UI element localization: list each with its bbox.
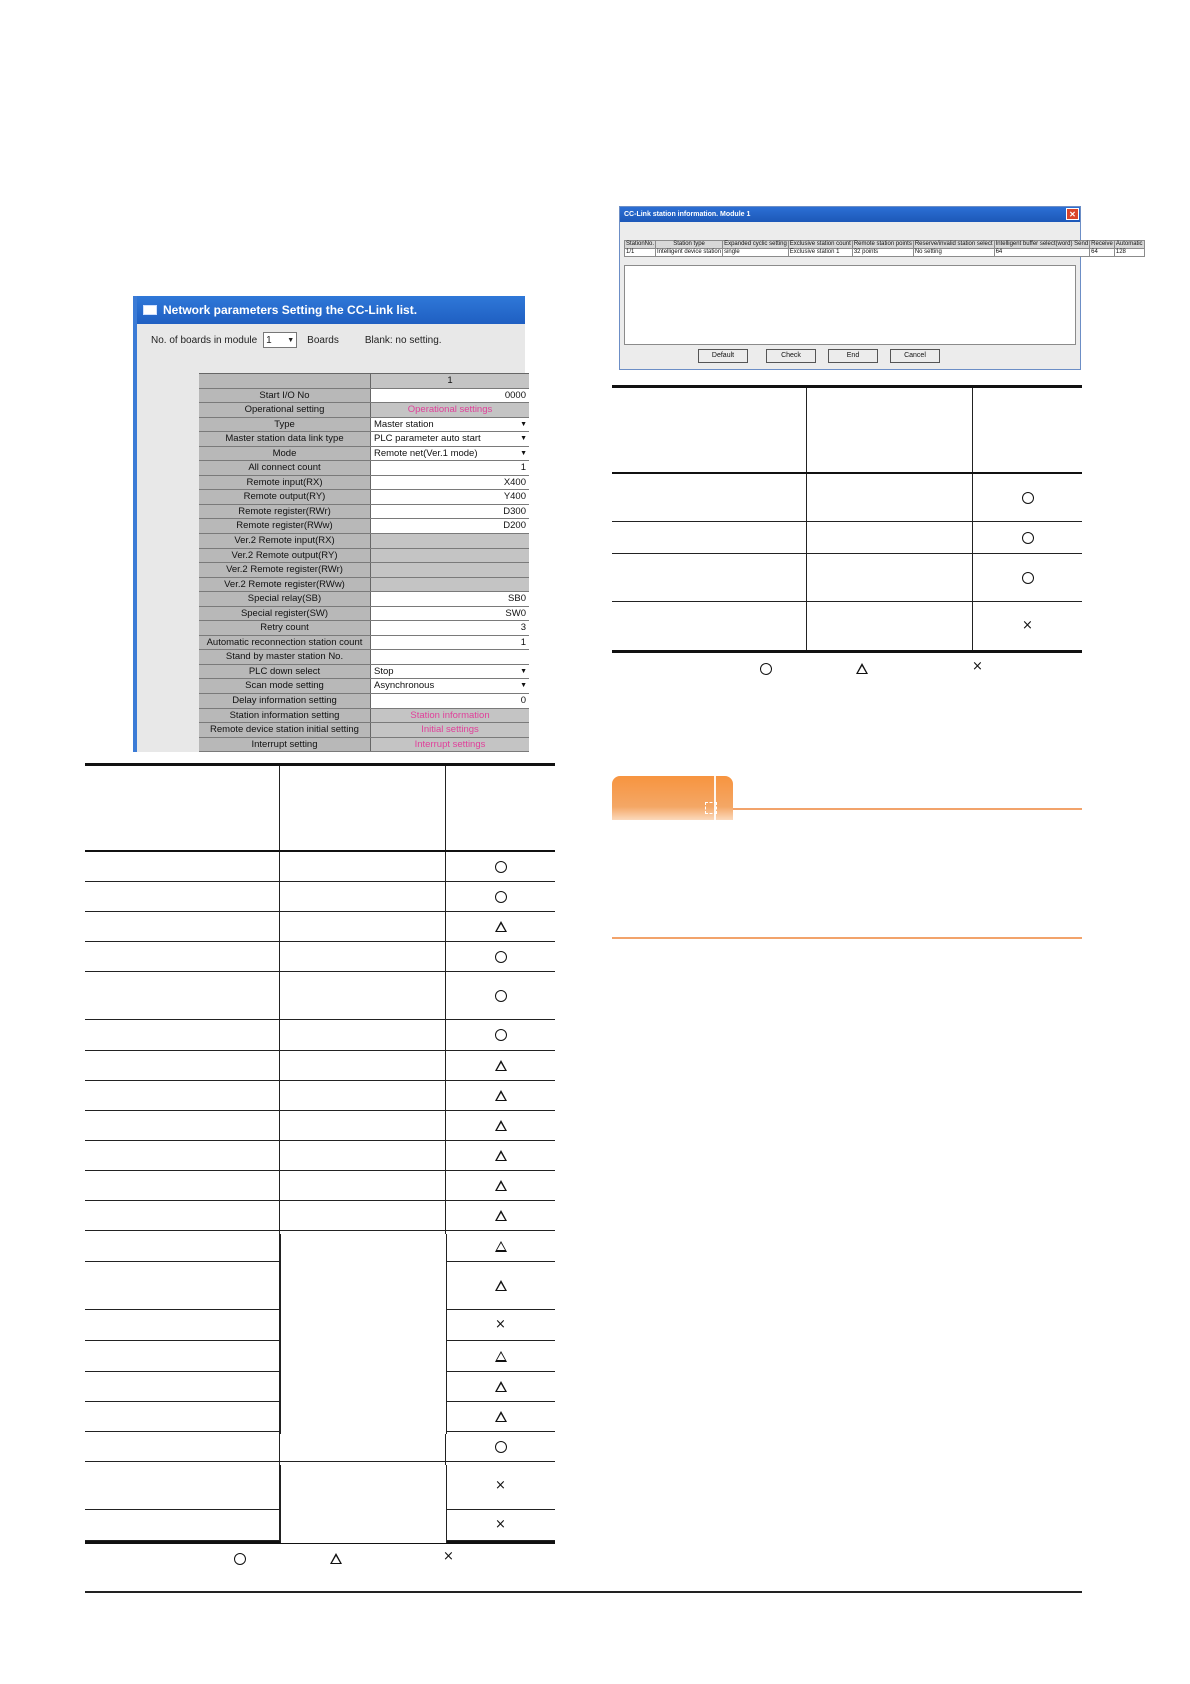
boards-label: No. of boards in module — [151, 334, 258, 346]
triangle-mark-icon — [495, 1381, 507, 1392]
settings-row-label: Ver.2 Remote register(RWr) — [199, 563, 371, 577]
settings-value-text: 1 — [520, 636, 526, 648]
table-cell — [612, 522, 807, 553]
settings-row — [199, 650, 529, 665]
table-cell — [807, 522, 973, 553]
settings-value-text: 0000 — [504, 389, 526, 401]
triangle-mark-icon — [495, 1060, 507, 1071]
table-cell — [612, 602, 807, 650]
station-header: Exclusive station count — [789, 241, 851, 247]
triangle-legend-icon — [856, 663, 868, 674]
table-cell — [85, 1201, 280, 1230]
table-cell — [85, 1372, 280, 1401]
table-cell — [280, 1111, 446, 1140]
window-title: Network parameters Setting the CC-Link list. — [163, 303, 418, 317]
cc-link-settings-grid — [199, 373, 529, 752]
station-header: Remote station points — [853, 241, 912, 247]
table-cell — [85, 1341, 280, 1371]
station-cell[interactable]: 128 — [1114, 249, 1144, 257]
table-header-cell — [807, 388, 973, 472]
triangle-mark-icon — [495, 1120, 507, 1131]
circle-mark-icon — [495, 1029, 507, 1041]
table-row — [612, 554, 1082, 602]
settings-row — [199, 665, 529, 680]
station-cell[interactable]: Exclusive station 1 — [788, 249, 852, 257]
settings-value[interactable] — [371, 389, 529, 403]
settings-row — [199, 636, 529, 651]
triangle-mark-icon — [495, 1180, 507, 1191]
merged-cell — [280, 1465, 447, 1543]
blank-note: Blank: no setting. — [364, 334, 442, 346]
settings-dropdown[interactable] — [371, 432, 529, 446]
settings-dropdown[interactable] — [371, 679, 529, 693]
settings-row-label: Interrupt setting — [199, 738, 371, 752]
triangle-mark-icon — [495, 1150, 507, 1161]
settings-row — [199, 432, 529, 447]
settings-row — [199, 519, 529, 534]
table-mark-cell — [446, 852, 555, 881]
table-cell — [807, 602, 973, 650]
settings-row — [199, 476, 529, 491]
settings-row-label: Stand by master station No. — [199, 650, 371, 664]
table-cell — [85, 1081, 280, 1110]
settings-row-label: Special register(SW) — [199, 607, 371, 621]
table-mark-cell — [446, 1141, 555, 1170]
table-cell — [85, 1462, 280, 1509]
settings-value — [371, 534, 529, 548]
settings-row — [199, 592, 529, 607]
table-cell — [280, 852, 446, 881]
table-row — [612, 602, 1082, 650]
settings-value-text: 0 — [520, 695, 526, 707]
settings-row-label: Delay information setting — [199, 694, 371, 708]
chevron-down-icon: ▼ — [520, 435, 527, 443]
table-mark-cell — [446, 1201, 555, 1230]
table-cell — [280, 1432, 446, 1461]
table-mark-cell — [446, 1510, 555, 1540]
settings-row-label: Remote register(RWw) — [199, 519, 371, 533]
triangle-legend-icon — [330, 1553, 342, 1564]
settings-value — [371, 563, 529, 577]
settings-row — [199, 403, 529, 418]
table-mark-cell — [446, 942, 555, 971]
station-header: Reserve/invalid station select — [914, 241, 993, 247]
footer-rule — [85, 1591, 1082, 1593]
table-row — [612, 474, 1082, 522]
table-mark-cell — [973, 522, 1082, 553]
table-mark-cell — [446, 1081, 555, 1110]
table-cell — [280, 1171, 446, 1200]
settings-row-label: Ver.2 Remote output(RY) — [199, 549, 371, 563]
network-parameters-window — [133, 296, 525, 752]
cross-legend-icon: × — [972, 659, 983, 674]
table-row — [85, 1020, 555, 1051]
table-cell — [807, 554, 973, 601]
circle-mark-icon — [495, 990, 507, 1002]
grid-column-header: 1 — [371, 374, 529, 388]
settings-value-text: Initial settings — [421, 724, 479, 736]
window-icon — [143, 305, 157, 315]
settings-row-label: Retry count — [199, 621, 371, 635]
close-icon[interactable]: ✕ — [1066, 208, 1079, 220]
settings-value-text: Asynchronous — [374, 680, 435, 692]
circle-legend-icon — [760, 663, 772, 675]
settings-row-label: Mode — [199, 447, 371, 461]
triangle-mark-icon — [495, 1280, 507, 1291]
table-row — [85, 852, 555, 882]
station-header: Automatic — [1115, 241, 1143, 247]
table-cell — [280, 1020, 446, 1050]
station-cell[interactable]: 1/1 — [625, 249, 656, 257]
settings-value[interactable] — [371, 476, 529, 490]
settings-value[interactable] — [371, 505, 529, 519]
table-cell — [280, 1081, 446, 1110]
station-header: Expanded cyclic setting — [724, 241, 787, 247]
table-cell — [280, 1201, 446, 1230]
settings-row-label: Special relay(SB) — [199, 592, 371, 606]
settings-dropdown[interactable] — [371, 418, 529, 432]
table-mark-cell — [446, 1231, 555, 1261]
chevron-down-icon: ▼ — [520, 420, 527, 428]
settings-value-text: Interrupt settings — [414, 738, 486, 750]
settings-row-label: Type — [199, 418, 371, 432]
table-cell — [280, 942, 446, 971]
station-information-window — [619, 206, 1143, 370]
settings-value[interactable] — [371, 650, 529, 664]
triangle-mark-icon — [495, 1241, 507, 1252]
settings-row — [199, 461, 529, 476]
circle-mark-icon — [495, 861, 507, 873]
station-window-title: CC-Link station information. Module 1 — [624, 211, 751, 218]
station-header: StationNo. — [626, 241, 655, 247]
station-cell[interactable]: single — [723, 249, 789, 257]
table-cell — [280, 882, 446, 911]
station-header: Intelligent buffer select(word) Send — [995, 241, 1089, 247]
table-row — [85, 912, 555, 942]
settings-value-text: D300 — [503, 505, 526, 517]
left-legend — [85, 1551, 555, 1567]
cancel-button[interactable]: Cancel — [890, 349, 940, 363]
left-compatibility-table — [85, 763, 555, 1544]
circle-legend-icon — [234, 1553, 246, 1565]
settings-row-label: Start I/O No — [199, 389, 371, 403]
settings-row-label: Remote output(RY) — [199, 490, 371, 504]
triangle-mark-icon — [495, 1090, 507, 1101]
settings-value-text: Station information — [410, 709, 490, 721]
chevron-down-icon: ▼ — [287, 336, 295, 344]
settings-row — [199, 607, 529, 622]
settings-row — [199, 490, 529, 505]
settings-row — [199, 505, 529, 520]
station-cell[interactable]: 32 points — [852, 249, 913, 257]
settings-row — [199, 418, 529, 433]
table-row — [612, 522, 1082, 554]
table-cell — [85, 912, 280, 941]
cross-mark-icon: × — [495, 1477, 506, 1493]
settings-value-text: Y400 — [503, 491, 526, 503]
table-mark-cell — [446, 1020, 555, 1050]
settings-value[interactable] — [371, 694, 529, 708]
table-cell — [85, 942, 280, 971]
table-cell — [85, 1231, 280, 1261]
table-cell — [85, 1020, 280, 1050]
table-mark-cell — [446, 1341, 555, 1371]
settings-row-label: Scan mode setting — [199, 679, 371, 693]
table-header-cell — [612, 388, 807, 472]
settings-value-text: PLC parameter auto start — [374, 433, 481, 445]
table-cell — [85, 882, 280, 911]
table-mark-cell — [446, 1372, 555, 1401]
table-row — [85, 1171, 555, 1201]
settings-row-label: Remote device station initial setting — [199, 723, 371, 737]
settings-button[interactable] — [371, 403, 529, 417]
settings-value — [371, 549, 529, 563]
table-mark-cell — [973, 554, 1082, 601]
settings-dropdown[interactable] — [371, 665, 529, 679]
station-header: Station type — [656, 241, 723, 249]
table-cell — [612, 554, 807, 601]
circle-mark-icon — [1022, 572, 1034, 584]
table-cell — [85, 1111, 280, 1140]
table-cell — [85, 1402, 280, 1431]
settings-dropdown[interactable] — [371, 447, 529, 461]
settings-row — [199, 723, 529, 738]
triangle-mark-icon — [495, 1351, 507, 1362]
cross-mark-icon: × — [495, 1317, 506, 1332]
settings-row — [199, 679, 529, 694]
table-mark-cell — [446, 1051, 555, 1080]
table-row — [85, 1111, 555, 1141]
circle-mark-icon — [1022, 492, 1034, 504]
right-compatibility-table — [612, 385, 1082, 653]
cross-legend-icon: × — [443, 1549, 454, 1564]
settings-button[interactable] — [371, 709, 529, 723]
settings-value[interactable] — [371, 519, 529, 533]
default-button[interactable]: Default — [698, 349, 748, 363]
settings-value-text: 1 — [520, 462, 526, 474]
settings-button[interactable] — [371, 723, 529, 737]
table-cell — [85, 1432, 280, 1461]
network-parameters-titlebar — [137, 296, 525, 324]
table-row — [85, 1432, 555, 1462]
settings-row — [199, 549, 529, 564]
settings-value-text: SW0 — [505, 607, 526, 619]
table-row — [85, 1141, 555, 1171]
table-header-row — [612, 388, 1082, 474]
note-heading-tab — [612, 776, 733, 820]
settings-row — [199, 534, 529, 549]
station-information-titlebar — [620, 207, 1080, 222]
triangle-mark-icon — [495, 1210, 507, 1221]
table-mark-cell — [973, 474, 1082, 521]
table-cell — [85, 1262, 280, 1309]
table-mark-cell — [446, 1402, 555, 1431]
table-header-cell — [85, 766, 280, 850]
circle-mark-icon — [495, 891, 507, 903]
table-cell — [85, 1310, 280, 1340]
table-header-cell — [280, 766, 446, 850]
settings-row-label: Automatic reconnection station count — [199, 636, 371, 650]
table-cell — [280, 912, 446, 941]
table-header-row — [85, 766, 555, 852]
triangle-mark-icon — [495, 1411, 507, 1422]
settings-row-label: All connect count — [199, 461, 371, 475]
table-header-cell — [973, 388, 1082, 472]
station-cell[interactable]: No setting — [913, 249, 994, 257]
table-mark-cell — [446, 1171, 555, 1200]
settings-value[interactable] — [371, 490, 529, 504]
settings-row-label: Ver.2 Remote input(RX) — [199, 534, 371, 548]
settings-row-label: Remote register(RWr) — [199, 505, 371, 519]
table-cell — [280, 972, 446, 1019]
triangle-mark-icon — [495, 921, 507, 932]
settings-value[interactable] — [371, 621, 529, 635]
note-heading-rule — [733, 808, 1082, 810]
settings-value[interactable] — [371, 607, 529, 621]
table-row — [85, 1051, 555, 1081]
table-cell — [612, 474, 807, 521]
table-cell — [807, 474, 973, 521]
settings-row-label: Operational setting — [199, 403, 371, 417]
settings-row — [199, 709, 529, 724]
table-cell — [85, 1051, 280, 1080]
settings-value-text: X400 — [503, 476, 526, 488]
station-table — [624, 240, 1145, 257]
settings-value-text: Remote net(Ver.1 mode) — [374, 447, 478, 459]
note-icon — [705, 802, 717, 814]
boards-toolbar — [137, 324, 525, 356]
settings-value[interactable] — [371, 461, 529, 475]
settings-row-label: Remote input(RX) — [199, 476, 371, 490]
chevron-down-icon: ▼ — [520, 667, 527, 675]
boards-select[interactable] — [263, 332, 297, 348]
settings-value-text: SB0 — [508, 593, 526, 605]
right-legend — [612, 661, 1082, 677]
settings-value-text: Stop — [374, 665, 394, 677]
settings-row — [199, 694, 529, 709]
station-cell[interactable]: Intelligent device station — [657, 249, 722, 255]
settings-row-label: Station information setting — [199, 709, 371, 723]
table-row — [85, 1201, 555, 1231]
table-mark-cell — [446, 1432, 555, 1461]
cross-mark-icon: × — [495, 1517, 506, 1532]
station-cell[interactable]: 64 — [994, 249, 1090, 257]
circle-mark-icon — [495, 951, 507, 963]
end-button[interactable]: End — [828, 349, 878, 363]
table-cell — [280, 1141, 446, 1170]
table-cell — [85, 1171, 280, 1200]
table-cell — [85, 1141, 280, 1170]
settings-value[interactable] — [371, 636, 529, 650]
settings-value[interactable] — [371, 592, 529, 606]
table-mark-cell — [446, 1111, 555, 1140]
table-mark-cell — [446, 1462, 555, 1509]
chevron-down-icon: ▼ — [520, 449, 527, 457]
settings-button[interactable] — [371, 738, 529, 752]
grid-header-blank — [199, 374, 371, 388]
grid-header-row — [199, 374, 529, 389]
settings-row — [199, 563, 529, 578]
chevron-down-icon: ▼ — [520, 682, 527, 690]
settings-row-label: Ver.2 Remote register(RWw) — [199, 578, 371, 592]
table-row — [85, 942, 555, 972]
station-header: Receive — [1091, 241, 1113, 247]
table-mark-cell — [446, 882, 555, 911]
table-row — [85, 972, 555, 1020]
settings-value-text: D200 — [503, 520, 526, 532]
settings-value — [371, 578, 529, 592]
boards-select-value: 1 — [266, 334, 272, 346]
settings-value-text: 3 — [520, 622, 526, 634]
settings-row — [199, 389, 529, 404]
table-cell — [85, 972, 280, 1019]
table-cell — [85, 1510, 280, 1540]
settings-row — [199, 578, 529, 593]
table-row — [85, 882, 555, 912]
check-button[interactable]: Check — [766, 349, 816, 363]
merged-cell — [280, 1234, 447, 1434]
table-row — [85, 1081, 555, 1111]
table-mark-cell — [446, 1262, 555, 1309]
station-cell[interactable]: 64 — [1090, 249, 1115, 257]
table-mark-cell — [446, 912, 555, 941]
table-header-cell — [446, 766, 555, 850]
settings-value-text: Master station — [374, 418, 434, 430]
settings-row — [199, 738, 529, 753]
note-bottom-rule — [612, 937, 1082, 939]
circle-mark-icon — [495, 1441, 507, 1453]
table-mark-cell — [446, 972, 555, 1019]
settings-row — [199, 621, 529, 636]
table-mark-cell — [446, 1310, 555, 1340]
circle-mark-icon — [1022, 532, 1034, 544]
table-cell — [280, 1051, 446, 1080]
settings-row-label: Master station data link type — [199, 432, 371, 446]
boards-unit: Boards — [307, 334, 339, 346]
station-table-body — [624, 265, 1076, 345]
settings-value-text: Operational settings — [407, 404, 493, 416]
settings-row-label: PLC down select — [199, 665, 371, 679]
table-mark-cell — [973, 602, 1082, 650]
table-cell — [85, 852, 280, 881]
settings-row — [199, 447, 529, 462]
cross-mark-icon: × — [1022, 618, 1033, 633]
